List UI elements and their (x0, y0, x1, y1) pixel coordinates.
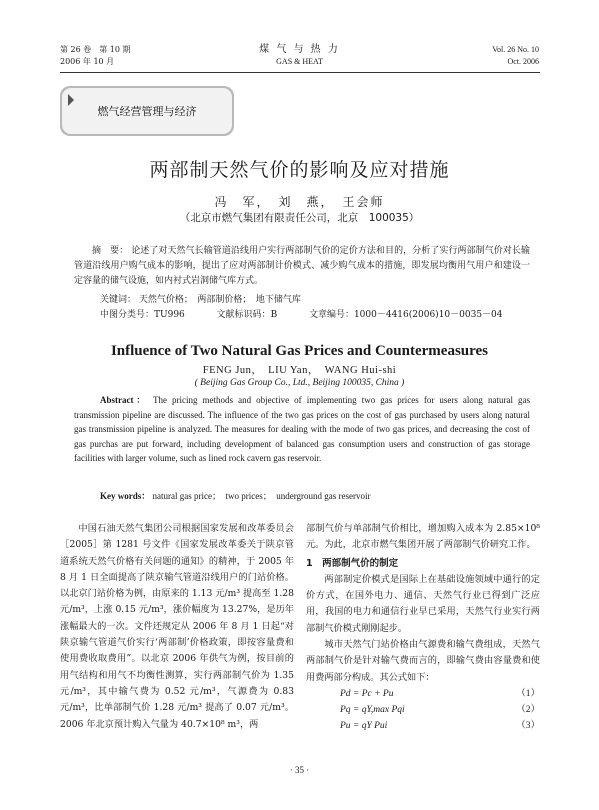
header-right-line1: Vol. 26 No. 10 (492, 45, 539, 54)
header-rule (60, 72, 540, 73)
keywords-en-label: Key words： (100, 491, 151, 501)
abstract-en-text: The pricing methods and objective of implementing two gas prices for users along natural gas transmission pipeline are discussed. The influence of the two gas prices on the cost of gas purchased by users along natural gas transmission pipeline is analyzed. The measures for dealing with the mode of two gas prices, and decreasing the cost of gas purchas are put forward, including development of balanced gas consumption users and construction of gas storage facilities with larger volume, such as lined rock cavern gas reservoir. (74, 395, 530, 463)
authors-en: FENG Jun， LIU Yan， WANG Hui-shi (202, 365, 397, 376)
equation-2 (306, 702, 540, 718)
header-left-line1: 第 26 卷 第 10 期 (60, 45, 131, 54)
body-paragraph: 两部制定价模式是国际上在基础设施领域中通行的定价方式，在国外电力、通信、天然气行业已得到广泛应用，我国的电力和通信行业早已采用，天然气行业实行两部制气价模式刚刚起步。 (306, 573, 540, 634)
section-heading-1: 1 两部制气价的制定 (306, 557, 399, 569)
header-volume-en (492, 44, 539, 68)
abstract-cn-label: 摘 要： (92, 246, 129, 256)
abstract-cn (74, 244, 530, 289)
section-banner (60, 86, 234, 136)
keywords-cn (100, 293, 301, 307)
keywords-cn-label: 关键词： (100, 295, 137, 305)
section-banner-label: 燃气经营管理与经济 (97, 105, 197, 118)
header-center-line2: GAS & HEAT (276, 57, 323, 66)
doc-code-label: 文献标识码： (216, 310, 271, 320)
header-left-line2: 2006 年 10 月 (60, 57, 115, 66)
equation-1 (306, 686, 540, 702)
abstract-cn-text: 论述了对天然气长输管道沿线用户实行两部制气价的定价方法和目的，分析了实行两部制气价对长输管道沿线用户购气成本的影响，提出了应对两部制计价模式、减少购气成本的措施，即发展均衡用气用户和建设一定容量的储气设施，如内衬式岩洞储气库方式。 (74, 246, 530, 286)
equation-formula: Pu = qY Pui (340, 720, 388, 731)
abstract-en (74, 393, 530, 466)
section-banner-inner (62, 88, 232, 134)
abstract-en-label: Abstract： (100, 395, 149, 405)
keywords-en (100, 489, 371, 502)
classification-row (100, 308, 503, 322)
body-paragraph-continued: 部制气价与单部制气价相比，增加购入成本为 2.85×10⁸ 元。为此，北京市燃气集团开展了两部制气价研究工作。 (306, 523, 540, 551)
clc-label: 中图分类号： (100, 310, 155, 320)
body-paragraph: 城市天然气门站价格由气源费和输气费组成，天然气两部制气价是针对输气费而言的，即输气费由容量费和使用费两部分构成。其公式如下： (306, 639, 540, 683)
clc-value: TU996 (154, 310, 185, 320)
paper-title-cn: 两部制天然气价的影响及应对措施 (149, 159, 450, 181)
equation-number: （2） (516, 704, 540, 715)
page-number: · 35 · (289, 765, 310, 775)
doc-code-value: B (270, 310, 278, 320)
body-column-left (60, 521, 294, 733)
header-right-line2: Oct. 2006 (507, 57, 539, 66)
keywords-cn-text: 天然气价格； 两部制价格； 地下储气库 (138, 295, 301, 305)
article-no-value: 1000－4416(2006)10－0035－04 (353, 310, 503, 320)
authors-cn: 冯 军， 刘 燕， 王会师 (214, 195, 385, 209)
equation-3 (306, 718, 540, 734)
affiliation-en: ( Beijing Gas Group Co., Ltd., Beijing 100035, China ) (194, 378, 405, 388)
keywords-en-text: natural gas price； two prices； underground gas reservoir (152, 491, 371, 501)
paper-title-en: Influence of Two Natural Gas Prices and Countermeasures (110, 343, 489, 359)
equation-number: （1） (516, 688, 540, 699)
equation-formula: Pq = qY,max Pqi (340, 704, 405, 715)
body-column-right (306, 521, 540, 734)
article-no-label: 文章编号： (308, 310, 354, 320)
equation-number: （3） (516, 720, 540, 731)
triangle-icon (68, 94, 74, 106)
affiliation-cn: （北京市燃气集团有限责任公司，北京 100035） (179, 212, 420, 224)
body-paragraph: 中国石油天然气集团公司根据国家发展和改革委员会［2005］第 1281 号文件《国家发展改革委关于陕京管道系统天然气价格有关问题的通知》的精神，于 2005 年 8 月 1 日全面提高了陕京输气管道沿线用户的门站价格。以北京门站价格为例，由原来的 1.13 元/m³ 提高至 1.28 元/m³，上涨 0.15 元/m³，涨价幅度为 13.27%，是历年涨幅最大的一次。文件还规定从 2006 年 8 月 1 日起“对陕京输气管道气价实行‘两部制’价格政策，即按容量费和使用费收取费用”。以北京 2006 年供气为例，按目前的用气结构和用气不均衡性测算，实行两部制气价为 1.35 元/m³，其中输气费为 0.52 元/m³，气源费为 0.83 元/m³，比单部制气价 1.28 元/m³ 提高了 0.07 元/m³。2006 年北京预计购入气量为 40.7×10⁸ m³，两 (60, 523, 294, 730)
equation-formula: Pd = Pc + Pu (340, 688, 394, 699)
header-center-line1: 煤 气 与 热 力 (259, 44, 340, 55)
